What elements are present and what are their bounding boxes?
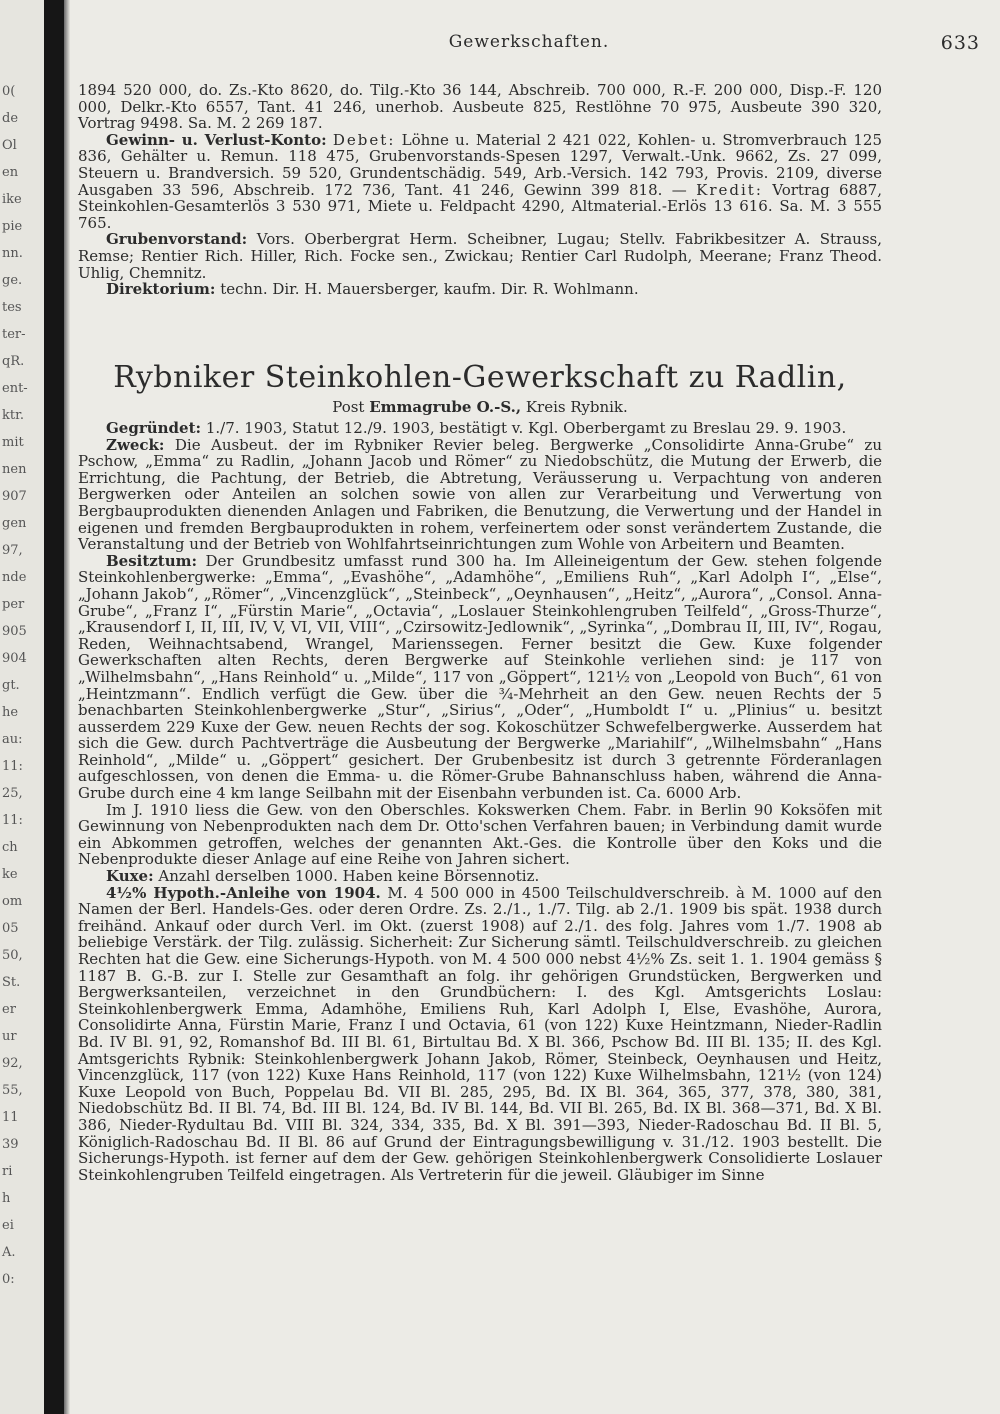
margin-fragment: 904 — [2, 651, 27, 666]
kredit-label: Kredit: — [696, 180, 763, 199]
balance-continuation: 1894 520 000, do. Zs.-Kto 8620, do. Tilg.-Kto 36 144, Abschreib. 700 000, R.-F. 200 000, Disp.-F. 120 000, Delkr.-Kto 6557, Tant. 41 246, unerhob. Ausbeute 825, Restlöhne 70 975, Ausbeute 390 320, Vortrag 9498. Sa. M. 2 269 187. — [78, 81, 882, 133]
kuxe-text: Anzahl derselben 1000. Haben keine Börsennotiz. — [158, 867, 540, 886]
margin-fragment: ke — [2, 867, 18, 882]
margin-fragment: pie — [2, 219, 23, 234]
margin-fragment: mit — [2, 435, 24, 450]
kreis-text: Kreis Rybnik. — [525, 398, 628, 416]
margin-fragment: nde — [2, 570, 27, 585]
kredit-text: Vortrag 6887, Steinkohlen-Gesamterlös 3 530 971, Miete u. Feldpacht 4290, Altmaterial.-Erlös 13 616. Sa. M. 3 555 765. — [78, 180, 882, 232]
post-value: Emmagrube O.-S., — [369, 398, 522, 416]
page-number: 633 — [940, 32, 980, 54]
margin-fragment: qR. — [2, 354, 25, 369]
running-title: Gewerkschaften. — [448, 32, 610, 52]
previous-company-section — [78, 82, 882, 298]
purpose-label: Zweck: — [106, 435, 165, 454]
kuxe-paragraph — [78, 868, 882, 885]
cokery-paragraph: Im J. 1910 liess die Gew. von den Oberschles. Kokswerken Chem. Fabr. in Berlin 90 Koksöfen mit Gewinnung von Nebenprodukten nach dem Dr. Otto'schen Verfahren bauen; in Verbindung damit wurde ein Abkommen getroffen, welches der genannten Akt.-Ges. die Kontrolle über den Koks und die Nebenprodukte dieser Anlage auf eine Reihe von Jahren sichert. — [78, 800, 882, 869]
property-label: Besitztum: — [106, 551, 198, 570]
margin-fragment: er — [2, 1002, 16, 1017]
company-location — [78, 398, 882, 416]
margin-fragment: 97, — [2, 543, 23, 558]
margin-fragment: h — [2, 1191, 11, 1206]
founded-label: Gegründet: — [106, 419, 202, 437]
margin-fragment: au: — [2, 732, 23, 747]
founded-paragraph — [78, 420, 882, 437]
purpose-text: Die Ausbeut. der im Rybniker Revier beleg. Bergwerke „Consolidirte Anna-Grube“ zu Pschow, „Emma“ zu Radlin, „Johann Jacob und Römer“ zu Niedobschütz, die Mutung der Erwerb, die Errichtung, die Pachtung, der Betrieb, die Abtretung, Veräusserung u. Verpachtung von anderen Bergwerken oder Anteilen an solchen sowie von allen zur Verarbeitung und Verwertung von Bergbauprodukten dienenden Anlagen und Fabriken, die Benutzung, die Verwertung und der Handel in eigenen und fremden Bergbauprodukten in rohem, verfeinertem oder sonst verändertem Zustande, die Veranstaltung und der Betrieb von Wohlfahrtseinrichtungen zum Wohle von Arbeitern und Beamten. — [78, 435, 882, 554]
purpose-paragraph — [78, 437, 882, 553]
margin-fragment: ri — [2, 1164, 13, 1179]
margin-fragment: 92, — [2, 1056, 23, 1071]
margin-fragment: ent- — [2, 381, 28, 396]
company-title: Rybniker Steinkohlen-Gewerkschaft zu Radlin, — [113, 360, 847, 395]
company-section — [78, 420, 882, 1183]
margin-fragment: ge. — [2, 273, 23, 288]
margin-fragment: om — [2, 894, 23, 909]
margin-fragment: ur — [2, 1029, 17, 1044]
margin-fragment: 25, — [2, 786, 23, 801]
margin-fragment: 905 — [2, 624, 27, 639]
margin-fragment: 05 — [2, 921, 19, 936]
book-spine-shadow — [44, 0, 64, 1414]
document-page — [78, 0, 980, 1414]
margin-fragment: per — [2, 597, 25, 612]
margin-fragment: gen — [2, 516, 27, 531]
margin-fragment: 55, — [2, 1083, 23, 1098]
kuxe-label: Kuxe: — [106, 867, 154, 886]
margin-fragment: he — [2, 705, 19, 720]
gutter-gradient — [64, 0, 70, 1414]
margin-fragment: 11: — [2, 759, 23, 774]
running-head — [78, 32, 980, 56]
margin-fragment: 50, — [2, 948, 23, 963]
board-label: Grubenvorstand: — [106, 230, 248, 249]
post-label: Post — [332, 398, 365, 416]
profit-loss-label: Gewinn- u. Verlust-Konto: — [106, 130, 327, 149]
margin-fragment: ktr. — [2, 408, 25, 423]
margin-fragment: A. — [2, 1245, 16, 1260]
margin-fragment: 11 — [2, 1110, 19, 1125]
property-paragraph — [78, 553, 882, 802]
margin-fragment: St. — [2, 975, 21, 990]
loan-paragraph — [78, 885, 882, 1184]
margin-fragment: 0: — [2, 1272, 15, 1287]
margin-fragment: 0( — [2, 84, 16, 99]
founded-text: 1./7. 1903, Statut 12./9. 1903, bestätigt v. Kgl. Oberbergamt zu Breslau 29. 9. 1903. — [205, 419, 847, 437]
directorate-paragraph — [78, 281, 882, 298]
margin-fragment: ch — [2, 840, 18, 855]
margin-fragment: gt. — [2, 678, 20, 693]
margin-fragment: ei — [2, 1218, 14, 1233]
margin-fragment: Ol — [2, 138, 17, 153]
margin-fragment: tes — [2, 300, 22, 315]
margin-fragment: ike — [2, 192, 22, 207]
left-margin-adjacent-page — [0, 0, 44, 1414]
debet-text: Löhne u. Material 2 421 022, Kohlen- u. Stromverbrauch 125 836, Gehälter u. Remun. 118 475, Grubenvorstands-Spesen 1297, Verwalt.-Unk. 9662, Zs. 27 099, Steuern u. Brandversich. 59 520, Grundentschädig. 549, Arb.-Versich. 142 793, Provis. 2109, diverse Ausgaben 33 596, Abschreib. 172 736, Tant. 41 246, Gewinn 399 818. — — [78, 130, 882, 199]
margin-fragment: 11: — [2, 813, 23, 828]
board-text: Vors. Oberbergrat Herm. Scheibner, Lugau; Stellv. Fabrikbesitzer A. Strauss, Remse; Rentier Rich. Hiller, Rich. Focke sen., Zwickau; Rentier Carl Rudolph, Meerane; Franz Theod. Uhlig, Chemnitz. — [78, 230, 882, 282]
directorate-label: Direktorium: — [106, 280, 216, 299]
margin-fragment: nen — [2, 462, 27, 477]
margin-fragment: ter- — [2, 327, 26, 342]
margin-fragment: nn. — [2, 246, 23, 261]
margin-fragment: de — [2, 111, 19, 126]
directorate-text: techn. Dir. H. Mauersberger, kaufm. Dir. R. Wohlmann. — [220, 280, 639, 299]
margin-fragment: 39 — [2, 1137, 19, 1152]
margin-fragment: 907 — [2, 489, 27, 504]
loan-label: 4½% Hypoth.-Anleihe von 1904. — [106, 883, 381, 902]
margin-fragment: en — [2, 165, 19, 180]
property-text: Der Grundbesitz umfasst rund 300 ha. Im Alleineigentum der Gew. stehen folgende Steinkohlenbergwerke: „Emma“, „Evashöhe“, „Adamhöhe“, „Emiliens Ruh“, „Karl Adolph I“, „Else“, „Johann Jakob“, „Römer“, „Vincenzglück“, „Steinbeck“, „Oeynhausen“, „Heitz“, „Aurora“, „Consol. Anna-Grube“, „Franz I“, „Fürstin Marie“, „Octavia“, „Loslauer Steinkohlengruben Teilfeld“, „Gross-Thurze“, „Krausendorf I, II, III, IV, V, VI, VII, VIII“, „Czirsowitz-Jedlownik“, „Syrinka“, „Dombrau II, III, IV“, Rogau, Reden, Weihnachtsabend, Wrangel, Marienssegen. Ferner besitzt die Gew. Kuxe folgender Gewerkschaften alten Rechts, deren Bergwerke auf Steinkohle verliehen sind: je 117 von „Wilhelmsbahn“, „Hans Reinhold“ u. „Milde“, 117 von „Göppert“, 121½ von „Leopold von Buch“, 61 von „Heintzmann“. Endlich verfügt die Gew. über die ¾-Mehrheit an den Gew. neuen Rechts der 5 benachbarten Steinkohlenbergwerke „Stur“, „Sirius“, „Oder“, „Humboldt I“ u. „Plinius“ u. besitzt ausserdem 229 Kuxe der Gew. neuen Rechts der sog. Kokoschützer Schwefelbergwerke. Ausserdem hat sich die Gew. durch Pachtverträge die Ausbeutung der Bergwerke „Mariahilf“, „Wilhelmsbahn“ „Hans Reinhold“, „Milde“ u. „Göppert“ gesichert. Der Grubenbesitz ist durch 3 getrennte Förderanlagen aufgeschlossen, von denen die Emma- u. die Römer-Grube Bahnanschluss haben, während die Anna-Grube durch eine 4 km lange Seilbahn mit der Eisenbahn verbunden ist. Ca. 6000 Arb. — [78, 551, 882, 803]
board-paragraph — [78, 231, 882, 281]
profit-loss-paragraph — [78, 132, 882, 232]
debet-label: Debet: — [332, 130, 396, 149]
loan-text: M. 4 500 000 in 4500 Teilschuldverschreib. à M. 1000 auf den Namen der Berl. Handels-Ges. oder deren Ordre. Zs. 2./1., 1./7. Tilg. ab 2./1. 1909 bis spät. 1938 durch freihänd. Ankauf oder durch Verl. im Okt. (zuerst 1908) auf 2./1. des folg. Jahres vom 1./7. 1908 ab beliebige Verstärk. der Tilg. zulässig. Sicherheit: Zur Sicherung sämtl. Teilschuldverschreib. zu gleichen Rechten hat die Gew. eine Sicherungs-Hypoth. von M. 4 500 000 nebst 4½% Zs. seit 1. 1. 1904 gemäss § 1187 B. G.-B. zur I. Stelle zur Gesamthaft an folg. ihr gehörigen Grundstücken, Bergwerken und Bergwerksanteilen, verzeichnet in den Grundbüchern: I. des Kgl. Amtsgerichts Loslau: Steinkohlenbergwerk Emma, Adamhöhe, Emiliens Ruh, Karl Adolph I, Else, Evashöhe, Aurora, Consolidirte Anna, Fürstin Marie, Franz I und Octavia, 61 (von 122) Kuxe Heintzmann, Nieder-Radlin Bd. IV Bl. 91, 92, Romanshof Bd. III Bl. 61, Birtultau Bd. X Bl. 366, Pschow Bd. III Bl. 135; II. des Kgl. Amtsgerichts Rybnik: Steinkohlenbergwerk Johann Jakob, Römer, Steinbeck, Oeynhausen und Heitz, Vincenzglück, 117 (von 122) Kuxe Hans Reinhold, 117 (von 122) Kuxe Wilhelmsbahn, 121½ (von 124) Kuxe Leopold von Buch, Poppelau Bd. VII Bl. 285, 295, Bd. IX Bl. 364, 365, 377, 378, 380, 381, Niedobschütz Bd. II Bl. 74, Bd. III Bl. 124, Bd. IV Bl. 144, Bd. VII Bl. 265, Bd. IX Bl. 368—371, Bd. X Bl. 386, Nieder-Rydultau Bd. VIII Bl. 324, 334, 335, Bd. X Bl. 391—393, Nieder-Radoschau Bd. II Bl. 5, Königlich-Radoschau Bd. II Bl. 86 auf Grund der Eintragungsbewilligung v. 31./12. 1903 bestellt. Die Sicherungs-Hypoth. ist ferner auf dem der Gew. gehörigen Steinkohlenbergwerk Consolidierte Loslauer Steinkohlengruben Teilfeld eingetragen. Als Vertreterin für die jeweil. Gläubiger im Sinne — [78, 883, 882, 1184]
